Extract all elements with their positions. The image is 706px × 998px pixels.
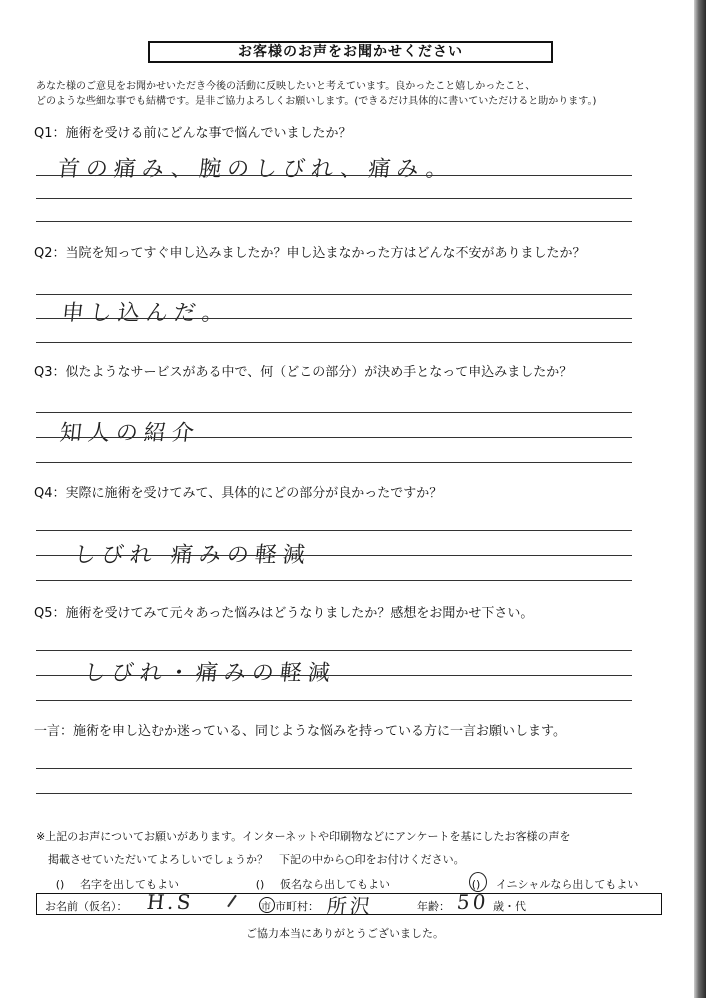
consent-line-1: ※上記のお声についてお願いがあります。インターネットや印刷物などにアンケートを基にしたお客様の声を — [36, 830, 571, 843]
circle-mark-icon — [469, 872, 487, 892]
thanks-message: ご協力本当にありがとうございました。 — [246, 927, 444, 940]
option-surname-label: 名字を出してもよい — [80, 878, 179, 891]
answer-line — [36, 675, 632, 676]
answer-line — [36, 412, 632, 413]
scan-edge-shadow — [694, 0, 706, 998]
consent-line-2: 掲載させていただいてよろしいでしょうか？ 下記の中から○印をお付けください。 — [48, 853, 465, 866]
question-4-label: Q4：実際に施術を受けてみて、具体的にどの部分が良かったですか？ — [34, 486, 443, 501]
answer-line — [36, 580, 632, 581]
question-3-label: Q3：似たようなサービスがある中で、何（どこの部分）が決め手となって申込みましたか？ — [34, 365, 573, 380]
answer-line — [36, 462, 632, 463]
option-checkbox[interactable] — [240, 878, 280, 891]
answer-line — [36, 175, 632, 176]
answer-line — [36, 198, 632, 199]
option-initials-label: イニシャルなら出してもよい — [496, 878, 639, 891]
answer-line — [36, 530, 632, 531]
city-circled-char: 市 — [261, 902, 271, 913]
name-label: お名前（仮名）： — [45, 900, 128, 913]
question-3-answer: 知人の紹介 — [58, 421, 202, 446]
age-label: 年齢： — [417, 900, 450, 913]
answer-line — [36, 221, 632, 222]
intro-line-1: あなた様のご意見をお聞かせいただき今後の活動に反映したいと考えています。良かったこと嬉しかったこと、 — [36, 81, 536, 92]
question-2-answer: 申し込んだ。 — [60, 301, 232, 326]
question-2-label: Q2：当院を知ってすぐ申し込みましたか？申し込まなかった方はどんな不安がありましたか？ — [34, 246, 586, 261]
name-value[interactable]: H.S — [145, 890, 195, 914]
question-5-answer: しびれ・痛みの軽減 — [82, 661, 338, 686]
answer-line — [36, 650, 632, 651]
answer-line — [36, 555, 632, 556]
option-pseudonym-label: 仮名なら出してもよい — [280, 878, 390, 891]
comment-label: 一言：施術を申し込むか迷っている、同じような悩みを持っている方に一言お願いします。 — [34, 724, 566, 739]
page-title: お客様のお声をお聞かせください — [148, 41, 553, 63]
answer-line — [36, 342, 632, 343]
question-4-answer: しびれ 痛みの軽減 — [72, 543, 313, 568]
option-checkbox[interactable] — [40, 878, 80, 891]
answer-line — [36, 318, 632, 319]
answer-line — [36, 700, 632, 701]
age-value[interactable]: 50 — [455, 890, 490, 914]
question-1-label: Q1：施術を受ける前にどんな事で悩んでいましたか？ — [34, 126, 352, 141]
question-5-label: Q5：施術を受けてみて元々あった悩みはどうなりましたか？感想をお聞かせ下さい。 — [34, 606, 534, 621]
city-label: 市町村： — [275, 900, 319, 913]
answer-line — [36, 437, 632, 438]
answer-line — [36, 294, 632, 295]
answer-line — [36, 793, 632, 794]
intro-line-2: どのような些細な事でも結構です。是非ご協力よろしくお願いします。(できるだけ具体的に書いていただけると助かります。) — [36, 96, 597, 107]
answer-line — [36, 768, 632, 769]
name-row — [36, 890, 662, 918]
age-suffix: 歳・代 — [493, 900, 526, 913]
slash-mark — [227, 895, 237, 908]
question-1-answer: 首の痛み、腕のしびれ、痛み。 — [56, 157, 456, 182]
city-value[interactable]: 所沢 — [325, 894, 375, 918]
